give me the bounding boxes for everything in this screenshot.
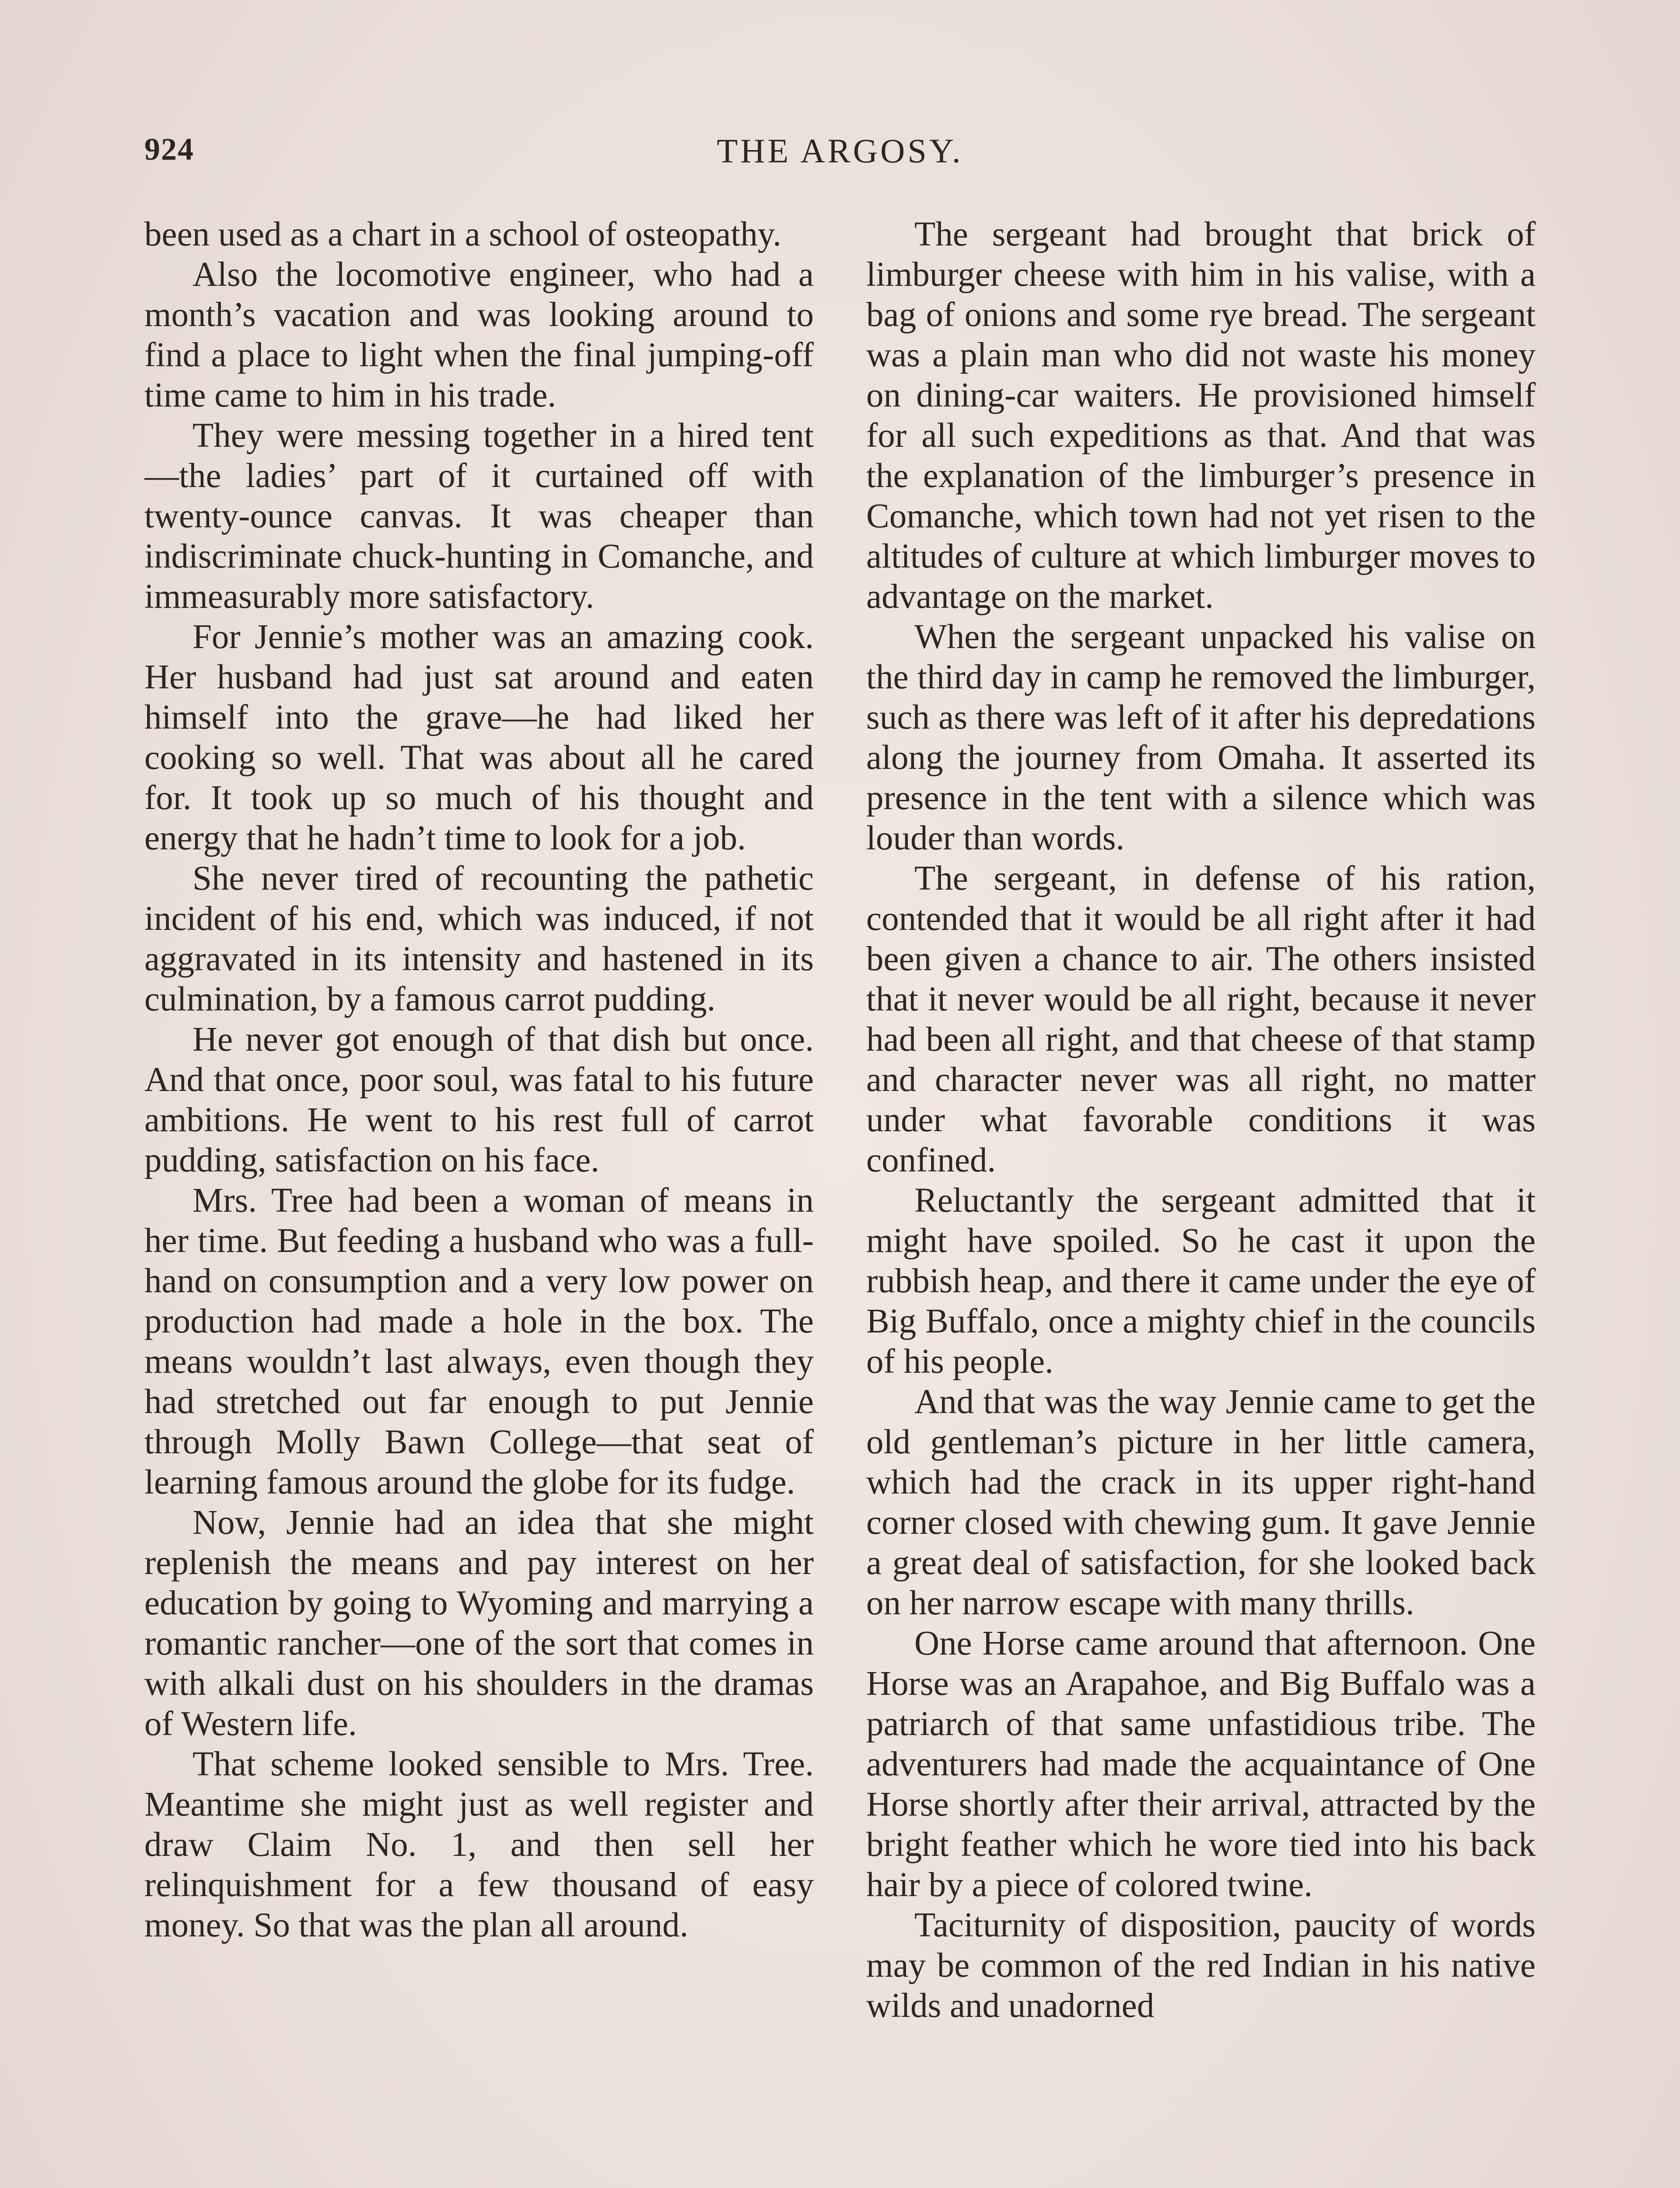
paragraph: For Jennie’s mother was an amazing cook. Her husband had just sat around and eaten himself into the grave—he had liked her cooking so well. That was about all he cared for. It took up so much of his thought and energy that he hadn’t time to look for a job.	[144, 618, 814, 857]
paragraph: The sergeant, in defense of his ration, contended that it would be all right after it had been given a chance to air. The others insisted that it never would be all right, because it never had been all right, and that cheese of that stamp and character never was all right, no matter under what favorable conditions it was confined.	[866, 859, 1536, 1179]
paragraph: been used as a chart in a school of osteopathy.	[144, 215, 781, 253]
left-column	[144, 214, 814, 2188]
paragraph: He never got enough of that dish but once. And that once, poor soul, was fatal to his future ambitions. He went to his rest full of carrot pudding, satisfaction on his face.	[144, 1020, 814, 1179]
paragraph: Taciturnity of disposition, paucity of words may be common of the red Indian in his native wilds and unadorned	[866, 1906, 1536, 2025]
page-number: 924	[144, 132, 194, 167]
paragraph: She never tired of recounting the pathetic incident of his end, which was induced, if not aggravated in its intensity and hastened in its culmination, by a famous carrot pudding.	[144, 859, 814, 1018]
paragraph: That scheme looked sensible to Mrs. Tree. Meantime she might just as well register and draw Claim No. 1, and then sell her relinquishment for a few thousand of easy money. So that was the plan all around.	[144, 1745, 814, 1944]
paragraph: And that was the way Jennie came to get the old gentleman’s picture in her little camera, which had the crack in its upper right-hand corner closed with chewing gum. It gave Jennie a great deal of satisfaction, for she looked back on her narrow escape with many thrills.	[866, 1383, 1536, 1622]
paragraph: Mrs. Tree had been a woman of means in her time. But feeding a husband who was a full-hand on consumption and a very low power on production had made a hole in the box. The means wouldn’t last always, even though they had stretched out far enough to put Jennie through Molly Bawn College—that seat of learning famous around the globe for its fudge.	[144, 1182, 814, 1501]
paragraph: Now, Jennie had an idea that she might replenish the means and pay interest on her education by going to Wyoming and marrying a romantic rancher—one of the sort that comes in with alkali dust on his shoulders in the dramas of Western life.	[144, 1504, 814, 1743]
right-column	[866, 214, 1536, 2188]
paragraph: They were messing together in a hired tent—the ladies’ part of it curtained off with twenty-ounce canvas. It was cheaper than indiscriminate chuck-hunting in Comanche, and immeasurably more satisfactory.	[144, 417, 814, 616]
paragraph: The sergeant had brought that brick of limburger cheese with him in his valise, with a bag of onions and some rye bread. The sergeant was a plain man who did not waste his money on dining-car waiters. He provisioned himself for all such expeditions as that. And that was the explanation of the limburger’s presence in Comanche, which town had not yet risen to the altitudes of culture at which limburger moves to advantage on the market.	[866, 215, 1536, 616]
paragraph: Reluctantly the sergeant admitted that it might have spoiled. So he cast it upon the rubbish heap, and there it came under the eye of Big Buffalo, once a mighty chief in the councils of his people.	[866, 1182, 1536, 1381]
page-header	[144, 131, 1536, 184]
paragraph: Also the locomotive engineer, who had a month’s vacation and was looking around to find a place to light when the final jumping-off time came to him in his trade.	[144, 256, 814, 414]
paragraph: One Horse came around that afternoon. One Horse was an Arapahoe, and Big Buffalo was a patriarch of that same unfastidious tribe. The adventurers had made the acquaintance of One Horse shortly after their arrival, attracted by the bright feather which he wore tied into his back hair by a piece of colored twine.	[866, 1624, 1536, 1904]
paragraph: When the sergeant unpacked his valise on the third day in camp he removed the limburger, such as there was left of it after his depredations along the journey from Omaha. It asserted its presence in the tent with a silence which was louder than words.	[866, 618, 1536, 857]
running-title: THE ARGOSY.	[717, 132, 963, 170]
